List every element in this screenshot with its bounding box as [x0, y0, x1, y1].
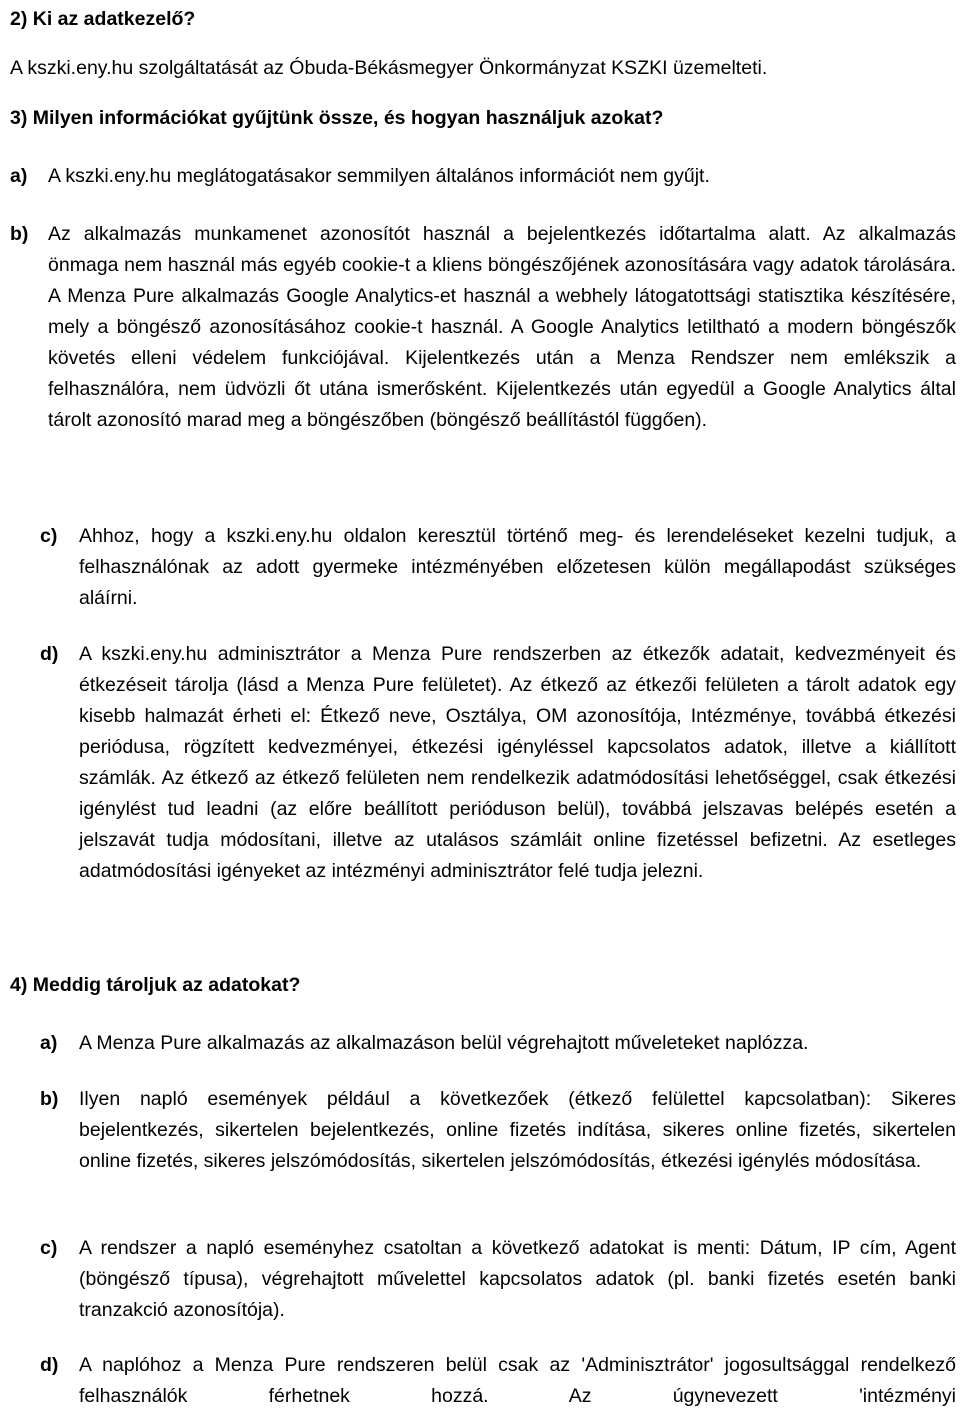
item-text: Ahhoz, hogy a kszki.eny.hu oldalon keresztül történő meg- és lerendeléseket kezelni tudjuk, a felhasználónak az adott gyermeke intézményében előzetesen külön megállapodást szükséges aláírni. — [79, 525, 956, 609]
section-4-item-d — [40, 1350, 956, 1412]
item-marker: a) — [40, 1032, 58, 1054]
section-4-item-a — [40, 1028, 956, 1059]
section-4-item-b — [40, 1084, 956, 1208]
item-marker: b) — [10, 223, 29, 245]
section-3-item-d — [40, 639, 956, 949]
item-marker: c) — [40, 525, 58, 547]
section-3-heading: 3) Milyen információkat gyűjtünk össze, és hogyan használjuk azokat? — [10, 107, 664, 129]
section-4-item-c — [40, 1233, 956, 1328]
item-text: A Menza Pure alkalmazás az alkalmazáson belül végrehajtott műveleteket naplózza. — [79, 1032, 809, 1054]
item-text: Ilyen napló események például a következőek (étkező felülettel kapcsolatban): Sikeres bejelentkezés, sikertelen bejelentkezés, online fizetés indítása, sikeres online fizetés, sikertelen online fizetés, sikeres jelszómódosítás, sikertelen jelszómódosítás, étkezési igénylés módosítása. — [79, 1088, 956, 1172]
section-3-item-c — [40, 521, 956, 616]
item-text: A naplóhoz a Menza Pure rendszeren belül csak az 'Adminisztrátor' jogosultsággal rendelkező felhasználók férhetnek hozzá. Az úgynevezett 'intézményi — [79, 1354, 956, 1407]
section-3-item-b — [10, 219, 956, 499]
section-2-heading: 2) Ki az adatkezelő? — [10, 8, 196, 30]
item-text: Az alkalmazás munkamenet azonosítót használ a bejelentkezés időtartalma alatt. Az alkalmazás önmaga nem használ más egyéb cookie-t a kliens böngészőjének azonosítására vagy adatok tárolására. A Menza Pure alkalmazás Google Analytics-et használ a webhely látogatottsági statisztika készítésére, mely a böngésző azonosításához cookie-t használ. A Google Analytics letiltható a modern böngészők követés elleni védelem funkciójával. Kijelentkezés után a Menza Rendszer nem emlékszik a felhasználóra, nem üdvözli őt utána ismerősként. Kijelentkezés után egyedül a Google Analytics által tárolt azonosító marad meg a böngészőben (böngésző beállítástól függően). — [48, 223, 956, 431]
item-marker: b) — [40, 1088, 59, 1110]
item-marker: d) — [40, 643, 59, 665]
section-2-text: A kszki.eny.hu szolgáltatását az Óbuda-Békásmegyer Önkormányzat KSZKI üzemelteti. — [10, 57, 768, 79]
item-text: A kszki.eny.hu meglátogatásakor semmilyen általános információt nem gyűjt. — [48, 165, 710, 187]
item-marker: a) — [10, 165, 28, 187]
item-marker: c) — [40, 1237, 58, 1259]
section-3-item-a — [10, 161, 956, 192]
item-text: A kszki.eny.hu adminisztrátor a Menza Pure rendszerben az étkezők adatait, kedvezményeit és étkezéseit tárolja (lásd a Menza Pure felületet). Az étkező az étkezői felületen a tárolt adatok egy kisebb halmazát érheti el: Étkező neve, Osztálya, OM azonosítója, Intézménye, továbbá étkezési periódusa, rögzített kedvezményei, étkezési igényléssel kapcsolatos adatok, illetve a kiállított számlák. Az étkező az étkező felületen nem rendelkezik adatmódosítási lehetőséggel, csak étkezési igénylést tud leadni (az előre beállított perióduson belül), továbbá jelszavas belépés esetén a jelszavát tudja módosítani, illetve az utalásos számláit online fizetéssel befizetni. Az esetleges adatmódosítási igényeket az intézményi adminisztrátor felé tudja jelezni. — [79, 643, 956, 882]
section-4-heading: 4) Meddig tároljuk az adatokat? — [10, 974, 301, 996]
item-text: A rendszer a napló eseményhez csatoltan a következő adatokat is menti: Dátum, IP cím, Agent (böngésző típusa), végrehajtott művelettel kapcsolatos adatok (pl. banki fizetés esetén banki tranzakció azonosítója). — [79, 1237, 956, 1321]
item-marker: d) — [40, 1354, 59, 1376]
